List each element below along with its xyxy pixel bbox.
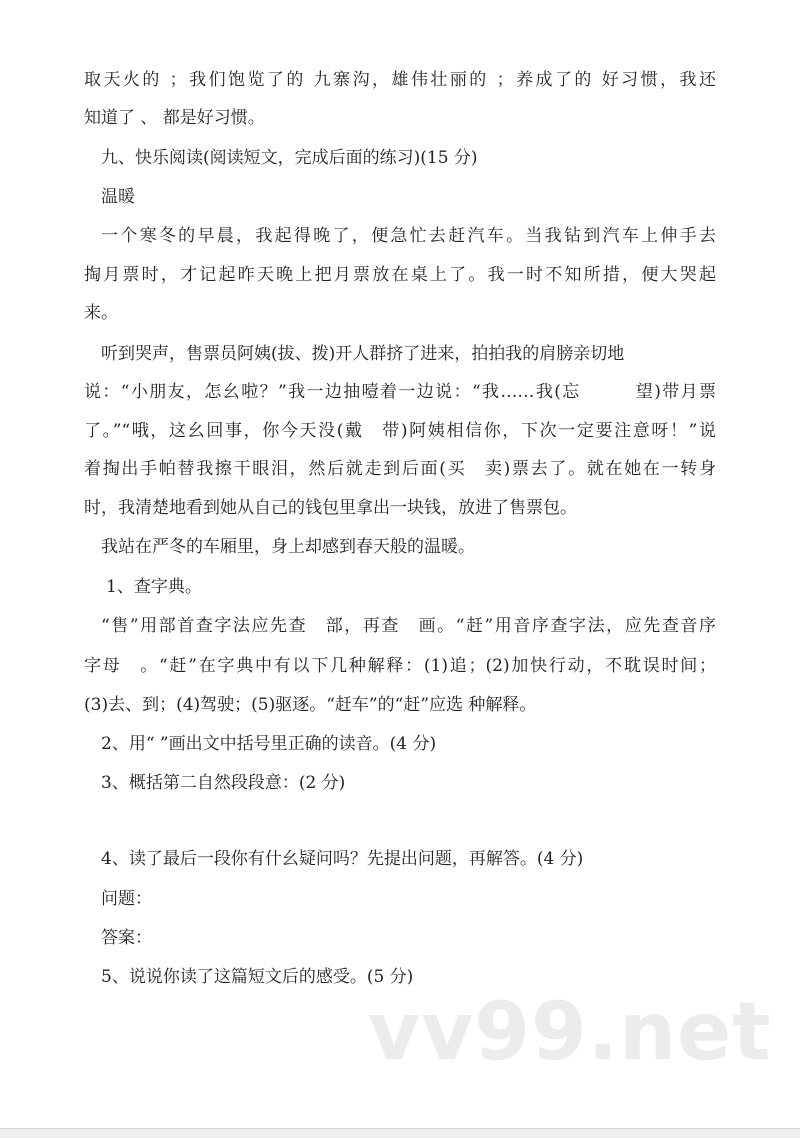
text-line: 我站在严冬的车厢里，身上却感到春天般的温暖。 [101, 537, 475, 557]
text-line: 听到哭声，售票员阿姨(拔、拨)开人群挤了进来，拍拍我的肩膀亲切地 [101, 344, 625, 364]
question-label: 问题： [101, 889, 152, 909]
text-line: 说：“小朋友，怎幺啦？”我一边抽噎着一边说：“我……我(忘 望)带月票 [84, 382, 716, 402]
text-line: 字母 。“赶”在字典中有以下几种解释：(1)追；(2)加快行动，不耽误时间； [84, 656, 716, 676]
text-line: 时，我清楚地看到她从自己的钱包里拿出一块钱，放进了售票包。 [84, 498, 577, 518]
watermark: vv99.net [368, 985, 772, 1078]
text-line: 一个寒冬的早晨，我起得晚了，便急忙去赶汽车。当我钻到汽车上伸手去 [101, 226, 716, 246]
text-line: 掏月票时，才记起昨天晚上把月票放在桌上了。我一时不知所措，便大哭起 [84, 265, 716, 285]
question-4: 4、读了最后一段你有什幺疑问吗？先提出问题，再解答。(4 分) [101, 849, 584, 869]
question-5: 5、说说你读了这篇短文后的感受。(5 分) [101, 967, 414, 987]
text-line: (3)去、到；(4)驾驶；(5)驱逐。“赶车”的“赶”应选 种解释。 [84, 695, 537, 715]
question-2: 2、用“ ”画出文中括号里正确的读音。(4 分) [101, 734, 437, 754]
question-3: 3、概括第二自然段段意：(2 分) [101, 773, 346, 793]
text-line: 取天火的 ；我们饱览了的 九寨沟，雄伟壮丽的 ；养成了的 好习惯，我还 [84, 70, 716, 90]
text-line: “售”用部首查字法应先查 部，再查 画。“赶”用音序查字法，应先查音序 [101, 616, 716, 636]
text-line: 了。”“哦，这幺回事，你今天没(戴 带)阿姨相信你，下次一定要注意呀！”说 [84, 421, 716, 441]
text-line: 知道了 、 都是好习惯。 [84, 108, 265, 128]
question-1: 1、查字典。 [106, 577, 202, 597]
passage-title: 温暖 [101, 187, 135, 207]
text-line: 着掏出手帕替我擦干眼泪，然后就走到后面(买 卖)票去了。就在她在一转身 [84, 459, 716, 479]
section-heading: 九、快乐阅读(阅读短文，完成后面的练习)(15 分) [101, 148, 478, 168]
text-line: 来。 [84, 303, 118, 323]
answer-label: 答案： [101, 928, 152, 948]
